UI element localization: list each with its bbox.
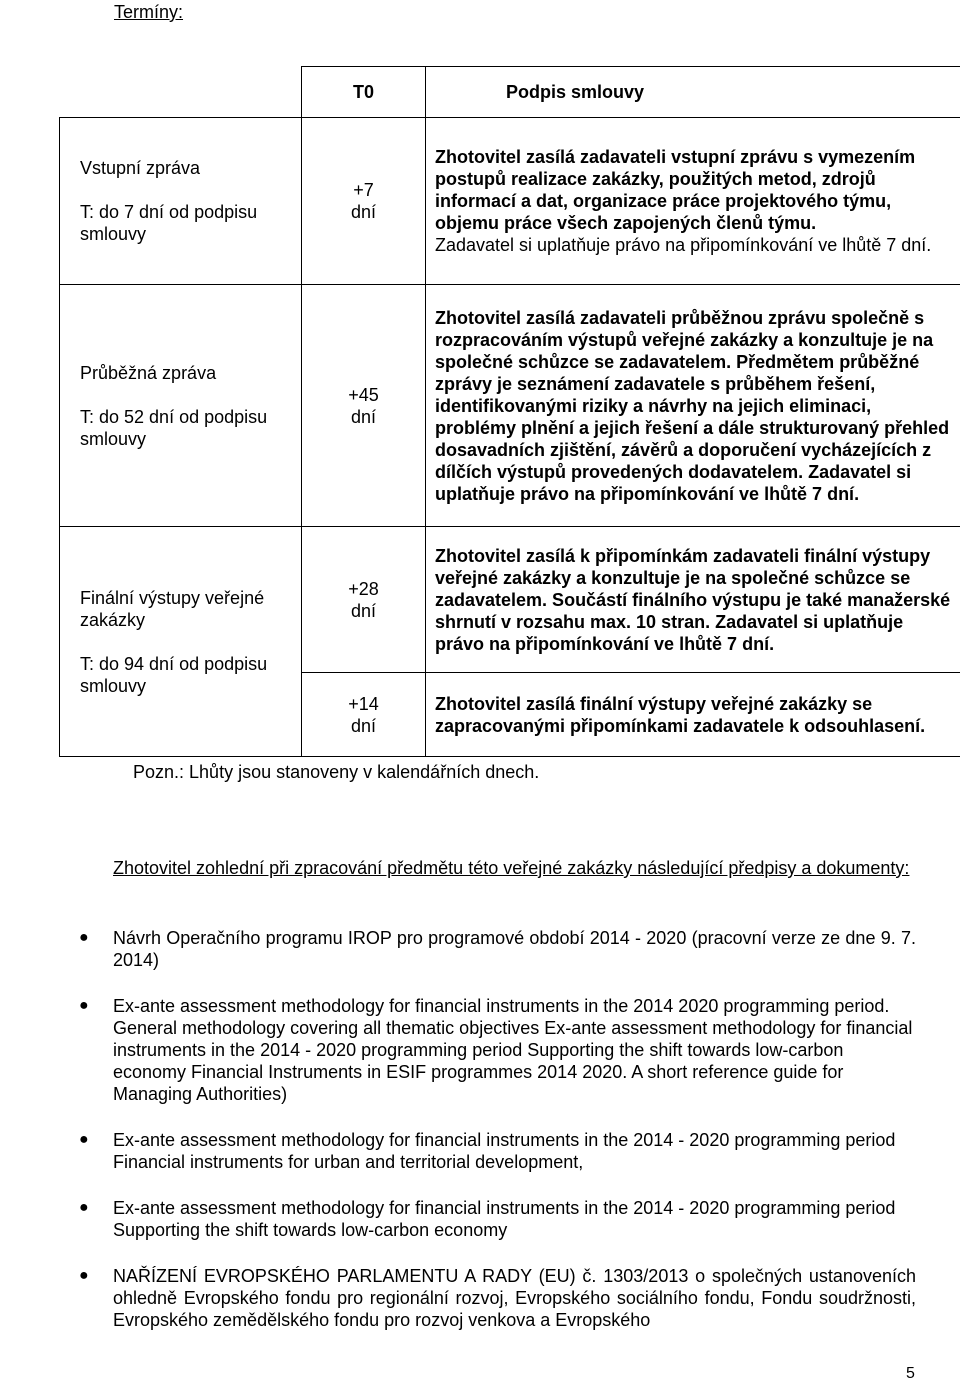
- desc-bold-text: Zhotovitel zasílá zadavateli průběžnou zprávu společně s rozpracováním výstupů veřejné zakázky a konzultuje je na společné schůzce se zadavatelem. Předmětem průběžné zprávy je seznámení zadavatele s průběhem řešení, identifikovanými riziky a návrhy na jejich eliminaci, problémy plnění a jejich řešení a dále strukturovaný přehled dosavadních zjištění, závěrů a doporučení vycházejících z dílčích výstupů provedených dodavatelem. Zadavatel si uplatňuje právo na připomínkování ve lhůtě 7 dní.: [435, 307, 950, 504]
- row-label-term: T: do 94 dní od podpisu smlouvy: [80, 653, 268, 696]
- row-desc-cell: [426, 673, 960, 757]
- header-empty-cell: [60, 67, 302, 118]
- row-desc-cell: [426, 527, 960, 673]
- row-label-title: Finální výstupy veřejné zakázky: [80, 587, 265, 630]
- desc-bold-text: Zhotovitel zasílá k připomínkám zadavateli finální výstupy veřejné zakázky a konzultuje je na společné schůzce se zadavatelem. Součástí finálního výstupu je také manažerské shrnutí v rozsahu max. 10 stran. Zadavatel si uplatňuje právo na připomínkování ve lhůtě 7 dní.: [435, 545, 951, 654]
- bullet-icon: ●: [79, 1131, 89, 1148]
- bullet-icon: ●: [79, 1199, 89, 1216]
- row-label-cell: [60, 527, 302, 757]
- row-label-cell: [60, 285, 302, 527]
- list-item: [0, 995, 960, 1105]
- row-label-title: Průběžná zpráva: [80, 362, 217, 383]
- days-unit: dní: [350, 202, 377, 222]
- days-unit: dní: [350, 600, 377, 621]
- table-row: [60, 527, 960, 673]
- list-item-text: Ex-ante assessment methodology for financial instruments in the 2014 - 2020 programming period Supporting the shift towards low-carbon economy: [113, 1198, 896, 1240]
- schedule-table: [59, 66, 960, 757]
- header-desc: Podpis smlouvy: [426, 67, 960, 118]
- header-days: T0: [302, 67, 426, 118]
- reference-list: [0, 927, 960, 1355]
- row-days-cell: [302, 285, 426, 527]
- days-number: +28: [348, 578, 379, 599]
- table-header-row: [60, 67, 960, 118]
- bullet-icon: ●: [79, 1267, 89, 1284]
- bullet-icon: ●: [79, 997, 89, 1014]
- bullet-icon: ●: [79, 929, 89, 946]
- list-item-text: NAŘÍZENÍ EVROPSKÉHO PARLAMENTU A RADY (EU) č. 1303/2013 o společných ustanoveních ohledně Evropského fondu pro regionální rozvoj, Evropského sociálního fondu, Fondu soudržnosti, Evropského zemědělského fondu pro rozvoj venkova a Evropského: [113, 1266, 916, 1330]
- row-desc-cell: [426, 118, 960, 285]
- row-label-term: T: do 52 dní od podpisu smlouvy: [80, 406, 268, 449]
- row-days-cell: [302, 118, 426, 285]
- list-item: [0, 1265, 960, 1331]
- page-number: 5: [906, 1365, 915, 1382]
- list-item-text: Návrh Operačního programu IROP pro programové období 2014 - 2020 (pracovní verze ze dne 9. 7. 2014): [113, 928, 916, 970]
- section-heading: Termíny:: [114, 2, 184, 22]
- row-desc-cell: [426, 285, 960, 527]
- desc-normal-text: Zadavatel si uplatňuje právo na připomínkování ve lhůtě 7 dní.: [435, 235, 932, 255]
- list-item: [0, 927, 960, 971]
- row-label-title: Vstupní zpráva: [80, 158, 201, 178]
- table-note: Pozn.: Lhůty jsou stanoveny v kalendářních dnech.: [133, 762, 540, 782]
- days-number: +7: [353, 180, 374, 200]
- days-unit: dní: [350, 715, 377, 736]
- days-number: +14: [348, 693, 379, 714]
- row-days-cell: [302, 527, 426, 673]
- intro-paragraph: Zhotovitel zohlední při zpracování předmětu této veřejné zakázky následující předpisy a dokumenty:: [113, 858, 910, 878]
- list-item-text: Ex-ante assessment methodology for financial instruments in the 2014 - 2020 programming period Financial instruments for urban and territorial development,: [113, 1130, 896, 1172]
- list-item: [0, 1197, 960, 1241]
- row-label-cell: [60, 118, 302, 285]
- days-unit: dní: [350, 406, 377, 427]
- table-row: [60, 118, 960, 285]
- row-days-cell: [302, 673, 426, 757]
- list-item-text: Ex-ante assessment methodology for financial instruments in the 2014 2020 programming period. General methodology covering all thematic objectives Ex-ante assessment methodology for financial instruments in the 2014 - 2020 programming period Supporting the shift towards low-carbon economy Financial Instruments in ESIF programmes 2014 2020. A short reference guide for Managing Authorities): [113, 996, 913, 1104]
- desc-bold-text: Zhotovitel zasílá finální výstupy veřejné zakázky se zapracovanými připomínkami zadavatele k odsouhlasení.: [435, 693, 926, 736]
- list-item: [0, 1129, 960, 1173]
- row-label-term: T: do 7 dní od podpisu smlouvy: [80, 202, 258, 244]
- desc-bold-text: Zhotovitel zasílá zadavateli vstupní zprávu s vymezením postupů realizace zakázky, použitých metod, zdrojů informací a dat, organizace práce projektového týmu, objemu práce všech zapojených členů týmu.: [435, 147, 916, 233]
- days-number: +45: [348, 384, 379, 405]
- table-row: [60, 285, 960, 527]
